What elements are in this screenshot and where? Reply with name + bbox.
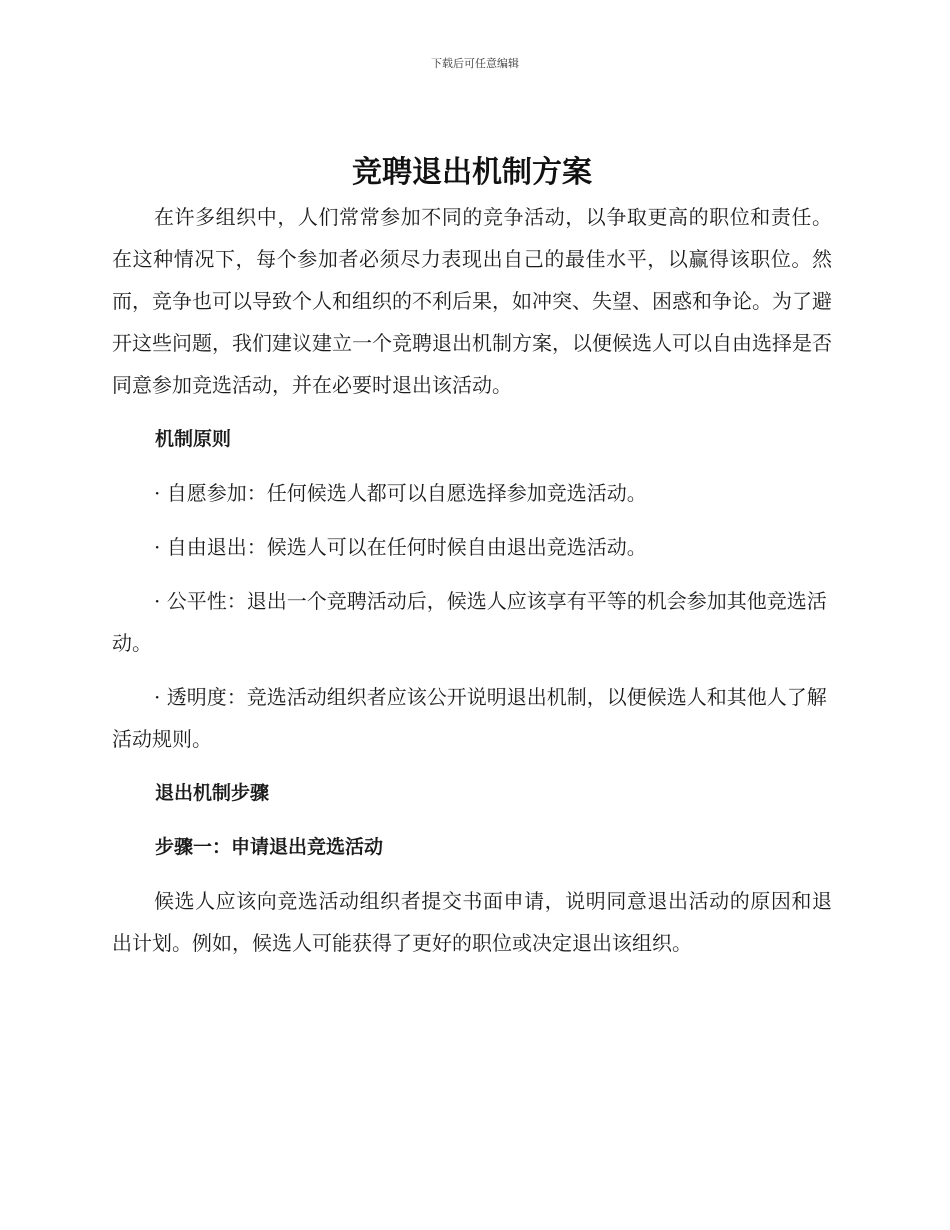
document-title: 竞聘退出机制方案 (352, 155, 592, 190)
step1-paragraph: 候选人应该向竞选活动组织者提交书面申请，说明同意退出活动的原因和退出计划。例如，候选人可能获得了更好的职位或决定退出该组织。 (112, 889, 832, 955)
principle-item: · 透明度：竞选活动组织者应该公开说明退出机制，以便候选人和其他人了解活动规则。 (112, 685, 827, 751)
principle-item: · 自由退出：候选人可以在任何时候自由退出竞选活动。 (154, 535, 647, 559)
step1-heading: 步骤一：申请退出竞选活动 (155, 836, 384, 858)
principles-heading: 机制原则 (155, 428, 232, 450)
document-body (112, 150, 832, 964)
principle-item: · 自愿参加：任何候选人都可以自愿选择参加竞选活动。 (154, 481, 647, 505)
header-note: 下载后可任意编辑 (431, 57, 519, 70)
steps-heading: 退出机制步骤 (155, 782, 270, 804)
intro-paragraph: 在许多组织中，人们常常参加不同的竞争活动，以争取更高的职位和责任。在这种情况下，每个参加者必须尽力表现出自己的最佳水平，以赢得该职位。然而，竞争也可以导致个人和组织的不利后果，如冲突、失望、困惑和争论。为了避开这些问题，我们建议建立一个竞聘退出机制方案，以便候选人可以自由选择是否同意参加竞选活动，并在必要时退出该活动。 (112, 205, 832, 397)
principle-item: · 公平性：退出一个竞聘活动后，候选人应该享有平等的机会参加其他竞选活动。 (112, 589, 827, 655)
